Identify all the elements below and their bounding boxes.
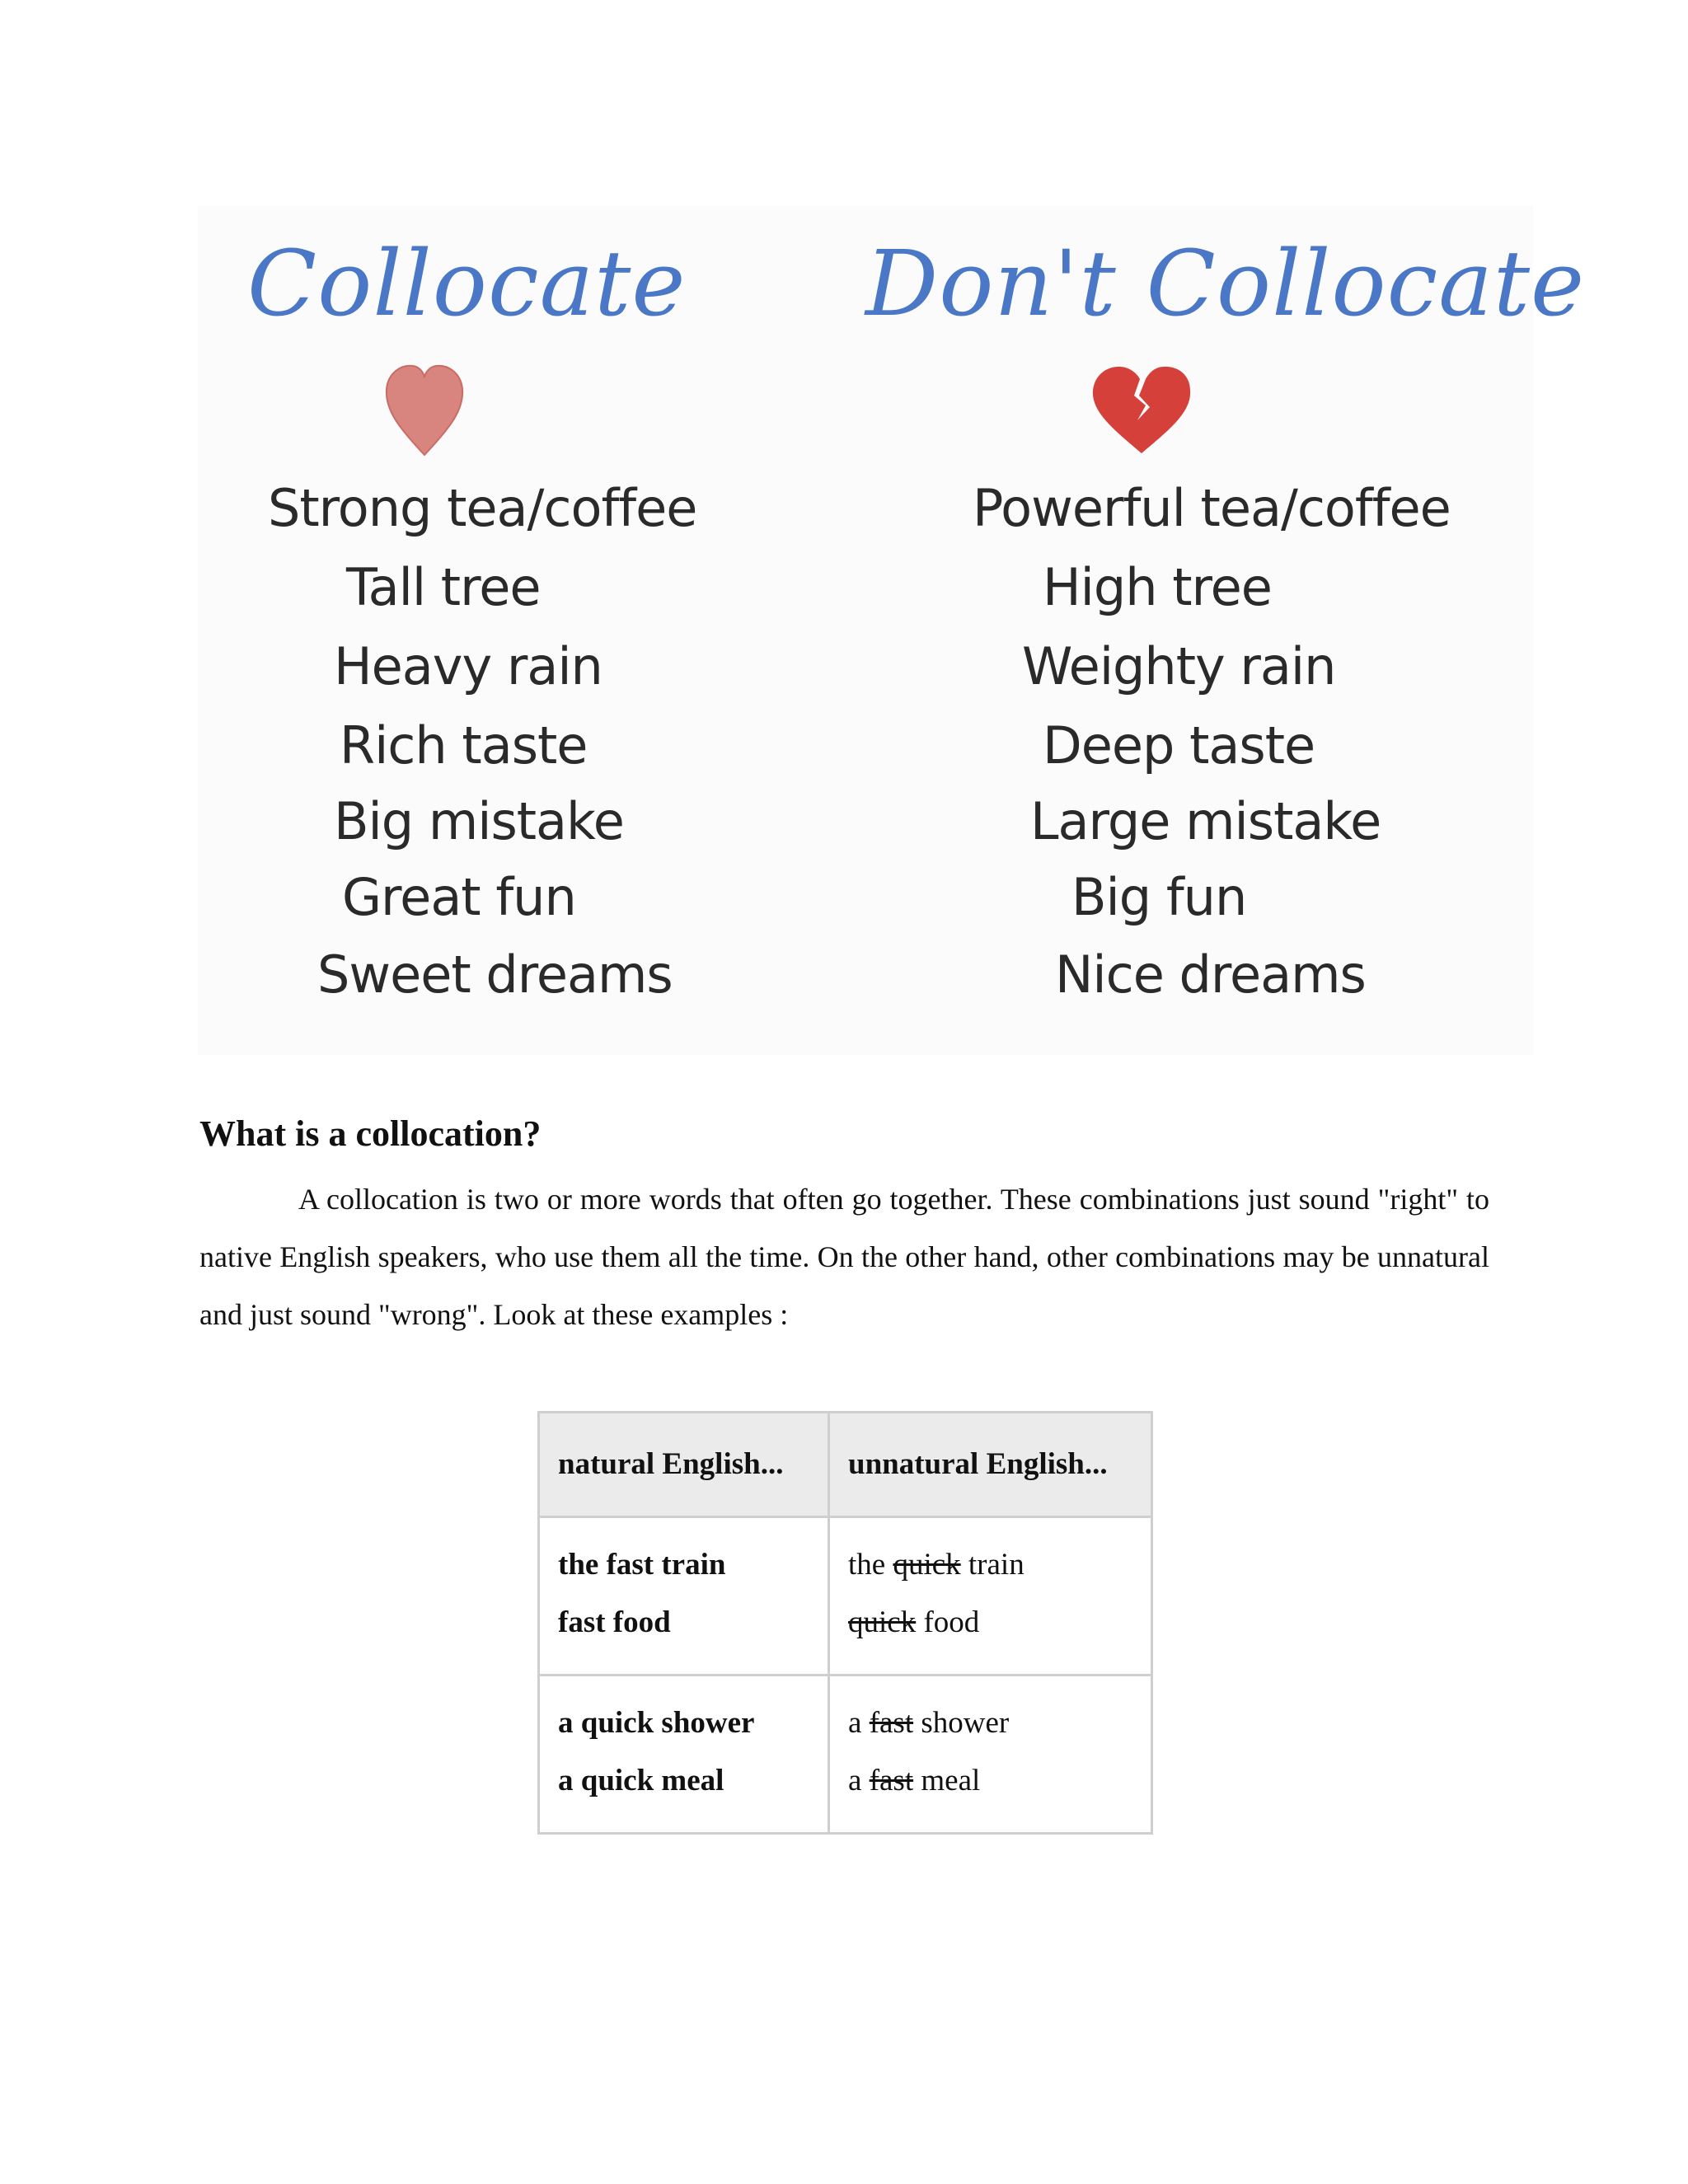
- collocate-column: [198, 206, 824, 1055]
- natural-cell: [539, 1675, 829, 1834]
- unnatural-cell: [829, 1517, 1152, 1675]
- natural-phrase: a quick shower: [558, 1706, 755, 1740]
- collocate-title: Collocate: [247, 231, 687, 336]
- heart-icon: [383, 363, 466, 457]
- table-row: [539, 1517, 1152, 1675]
- struck-word: quick: [893, 1548, 961, 1582]
- dont-collocate-phrase: Deep taste: [1043, 715, 1315, 776]
- unnatural-cell: [829, 1675, 1152, 1834]
- natural-phrase: fast food: [558, 1605, 671, 1639]
- natural-phrase: the fast train: [558, 1548, 726, 1582]
- unnatural-phrase: quick food: [848, 1605, 980, 1639]
- collocate-phrase: Heavy rain: [334, 636, 603, 696]
- dont-collocate-phrase: Powerful tea/coffee: [973, 478, 1451, 538]
- broken-heart-icon: [1088, 363, 1195, 457]
- struck-word: fast: [869, 1706, 914, 1740]
- dont-collocate-column: [841, 206, 1586, 1055]
- collocation-illustration: [198, 206, 1586, 1055]
- header-unnatural: unnatural English...: [829, 1413, 1152, 1517]
- dont-collocate-phrase: Nice dreams: [1055, 944, 1366, 1005]
- section-heading: What is a collocation?: [199, 1113, 542, 1154]
- header-natural: natural English...: [539, 1413, 829, 1517]
- dont-collocate-title: Don't Collocate: [865, 231, 1586, 336]
- collocate-phrase: Rich taste: [340, 715, 588, 776]
- unnatural-phrase: the quick train: [848, 1548, 1025, 1582]
- dont-collocate-phrase: High tree: [1043, 557, 1272, 617]
- table-row: [539, 1675, 1152, 1834]
- dont-collocate-phrase: Weighty rain: [1022, 636, 1336, 696]
- collocate-phrase: Strong tea/coffee: [268, 478, 697, 538]
- unnatural-phrase: a fast meal: [848, 1764, 981, 1797]
- struck-word: quick: [848, 1605, 917, 1639]
- unnatural-phrase: a fast shower: [848, 1706, 1010, 1740]
- natural-phrase: a quick meal: [558, 1764, 724, 1797]
- dont-collocate-phrase: Large mistake: [1030, 791, 1381, 851]
- dont-collocate-phrase: Big fun: [1071, 867, 1247, 927]
- table-header-row: [539, 1413, 1152, 1517]
- collocation-table: [537, 1411, 1153, 1835]
- collocate-phrase: Sweet dreams: [317, 944, 673, 1005]
- struck-word: fast: [869, 1764, 914, 1797]
- natural-cell: [539, 1517, 829, 1675]
- intro-paragraph: A collocation is two or more words that often go together. These combinations just sound "right" to native English speakers, who use them all the time. On the other hand, other combinations may be unnatural and just sound "wrong". Look at these examples :: [199, 1183, 1489, 1331]
- collocate-phrase: Tall tree: [346, 557, 541, 617]
- collocate-phrase: Big mistake: [334, 791, 624, 851]
- collocate-phrase: Great fun: [342, 867, 576, 927]
